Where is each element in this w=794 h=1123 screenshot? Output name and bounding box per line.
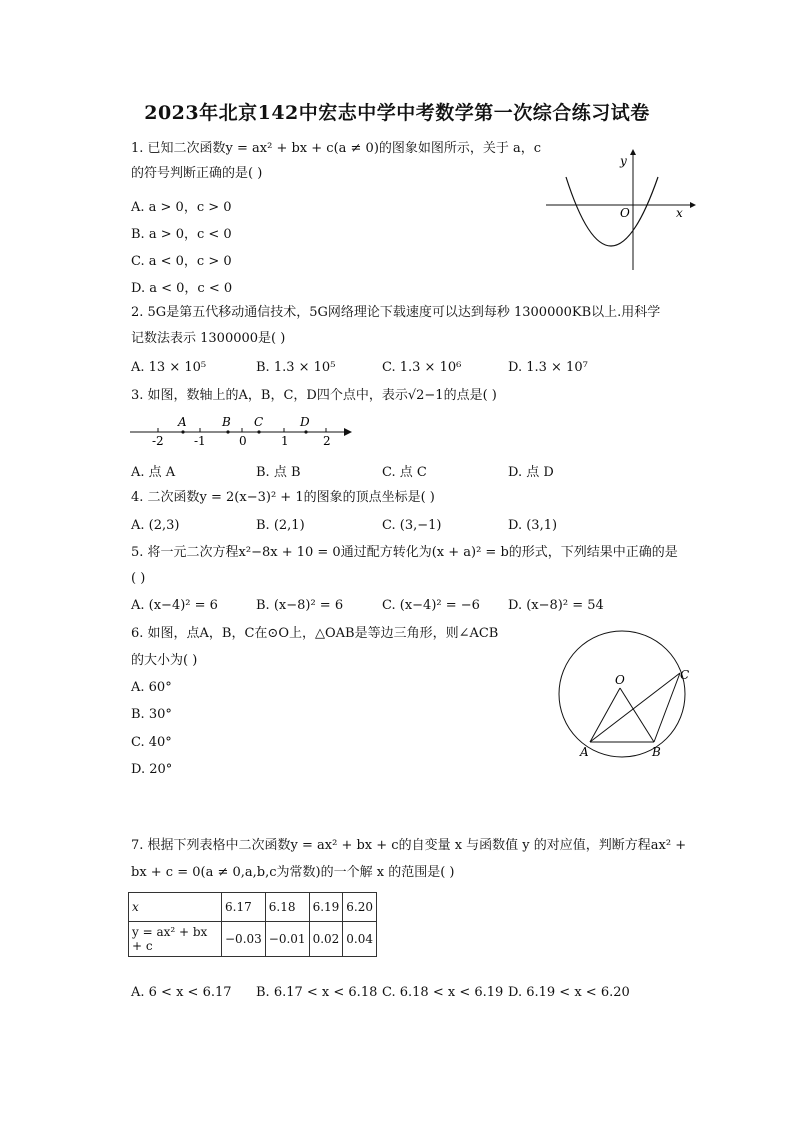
parabola-curve — [566, 177, 658, 246]
origin-label: O — [620, 206, 630, 220]
segment-oa — [590, 688, 620, 742]
label-o: O — [615, 673, 625, 687]
q7-option-d[interactable]: D. 6.19 < x < 6.20 — [508, 985, 630, 1000]
table-cell: −0.01 — [265, 922, 309, 957]
q7-line1: 7. 根据下列表格中二次函数y = ax² + bx + c的自变量 x 与函数值 y 的对应值，判断方程ax² + — [131, 838, 687, 853]
q7-option-b[interactable]: B. 6.17 < x < 6.18 — [256, 985, 378, 1000]
label-b: B — [652, 745, 661, 759]
point-b-dot — [226, 430, 229, 433]
q2-option-a[interactable]: A. 13 × 10⁵ — [131, 360, 207, 375]
page-title: 2023年北京142中宏志中学中考数学第一次综合练习试卷 — [144, 102, 650, 124]
tick-label-0: 0 — [239, 434, 247, 448]
x-label: x — [676, 206, 683, 220]
point-c-dot — [257, 430, 260, 433]
tick-label-2: 2 — [323, 434, 331, 448]
q6-option-b[interactable]: B. 30° — [131, 707, 172, 722]
q2-option-b[interactable]: B. 1.3 × 10⁵ — [256, 360, 336, 375]
q5-option-a[interactable]: A. (x−4)² = 6 — [131, 598, 218, 613]
table-cell: y = ax² + bx + c — [129, 922, 222, 957]
q6-line2: 的大小为( ) — [131, 653, 198, 668]
q1-line1: 1. 已知二次函数y = ax² + bx + c(a ≠ 0)的图象如图所示，关于 a，c — [131, 141, 542, 156]
table-cell: x — [129, 893, 222, 922]
q4-option-b[interactable]: B. (2,1) — [256, 518, 305, 533]
q7-option-a[interactable]: A. 6 < x < 6.17 — [131, 985, 232, 1000]
values-table — [128, 892, 377, 957]
q3-option-a[interactable]: A. 点 A — [131, 465, 176, 480]
q3-option-d[interactable]: D. 点 D — [508, 465, 554, 480]
q6-line1: 6. 如图，点A，B，C在⊙O上，△OAB是等边三角形，则∠ACB — [131, 626, 499, 641]
q1-option-b[interactable]: B. a > 0，c < 0 — [131, 227, 232, 242]
q5-line1: 5. 将一元二次方程x²−8x + 10 = 0通过配方转化为(x + a)² = b的形式，下列结果中正确的是 — [131, 545, 678, 560]
q4-line1: 4. 二次函数y = 2(x−3)² + 1的图象的顶点坐标是( ) — [131, 490, 435, 505]
q2-option-d[interactable]: D. 1.3 × 10⁷ — [508, 360, 588, 375]
q3-line1: 3. 如图，数轴上的A，B，C，D四个点中，表示√2−1的点是( ) — [131, 388, 497, 403]
table-cell: 6.20 — [343, 893, 377, 922]
circle-o — [559, 631, 685, 757]
q3-option-b[interactable]: B. 点 B — [256, 465, 301, 480]
tick-label-neg1: -1 — [194, 434, 206, 448]
q4-option-d[interactable]: D. (3,1) — [508, 518, 558, 533]
table-cell: 0.02 — [309, 922, 343, 957]
table-row — [129, 893, 377, 922]
q7-option-c[interactable]: C. 6.18 < x < 6.19 — [382, 985, 504, 1000]
table-cell: 6.17 — [222, 893, 266, 922]
tick-label-1: 1 — [281, 434, 289, 448]
parabola-figure — [540, 145, 700, 275]
y-label: y — [620, 154, 627, 168]
number-line-figure — [128, 412, 358, 452]
y-arrow — [630, 149, 636, 155]
circle-figure — [550, 630, 710, 765]
x-arrow — [690, 202, 696, 208]
q6-option-c[interactable]: C. 40° — [131, 735, 172, 750]
table-cell: −0.03 — [222, 922, 266, 957]
point-a-dot — [181, 430, 184, 433]
label-a: A — [580, 745, 589, 759]
q2-line2: 记数法表示 1300000是( ) — [131, 331, 286, 346]
point-b-label: B — [222, 415, 231, 429]
q6-option-a[interactable]: A. 60° — [131, 680, 172, 695]
q5-option-d[interactable]: D. (x−8)² = 54 — [508, 598, 604, 613]
table-cell: 6.19 — [309, 893, 343, 922]
q1-option-c[interactable]: C. a < 0，c > 0 — [131, 254, 232, 269]
q2-line1: 2. 5G是第五代移动通信技术，5G网络理论下载速度可以达到每秒 1300000KB以上.用科学 — [131, 305, 661, 320]
q6-option-d[interactable]: D. 20° — [131, 762, 173, 777]
q4-option-a[interactable]: A. (2,3) — [131, 518, 180, 533]
label-c: C — [680, 668, 690, 682]
q4-option-c[interactable]: C. (3,−1) — [382, 518, 442, 533]
q5-option-b[interactable]: B. (x−8)² = 6 — [256, 598, 344, 613]
q2-option-c[interactable]: C. 1.3 × 10⁶ — [382, 360, 462, 375]
q1-option-d[interactable]: D. a < 0，c < 0 — [131, 281, 233, 296]
table-row — [129, 922, 377, 957]
point-c-label: C — [254, 415, 264, 429]
q1-option-a[interactable]: A. a > 0，c > 0 — [131, 200, 232, 215]
q5-line2: ( ) — [131, 571, 146, 586]
q5-option-c[interactable]: C. (x−4)² = −6 — [382, 598, 480, 613]
table-cell: 0.04 — [343, 922, 377, 957]
point-a-label: A — [178, 415, 187, 429]
point-d-label: D — [300, 415, 310, 429]
q3-option-c[interactable]: C. 点 C — [382, 465, 427, 480]
table-cell: 6.18 — [265, 893, 309, 922]
q7-line2: bx + c = 0(a ≠ 0,a,b,c为常数)的一个解 x 的范围是( ) — [131, 865, 455, 880]
number-line-arrow — [344, 428, 352, 436]
q1-line2: 的符号判断正确的是( ) — [131, 166, 263, 181]
point-d-dot — [304, 430, 307, 433]
tick-label-neg2: -2 — [152, 434, 164, 448]
